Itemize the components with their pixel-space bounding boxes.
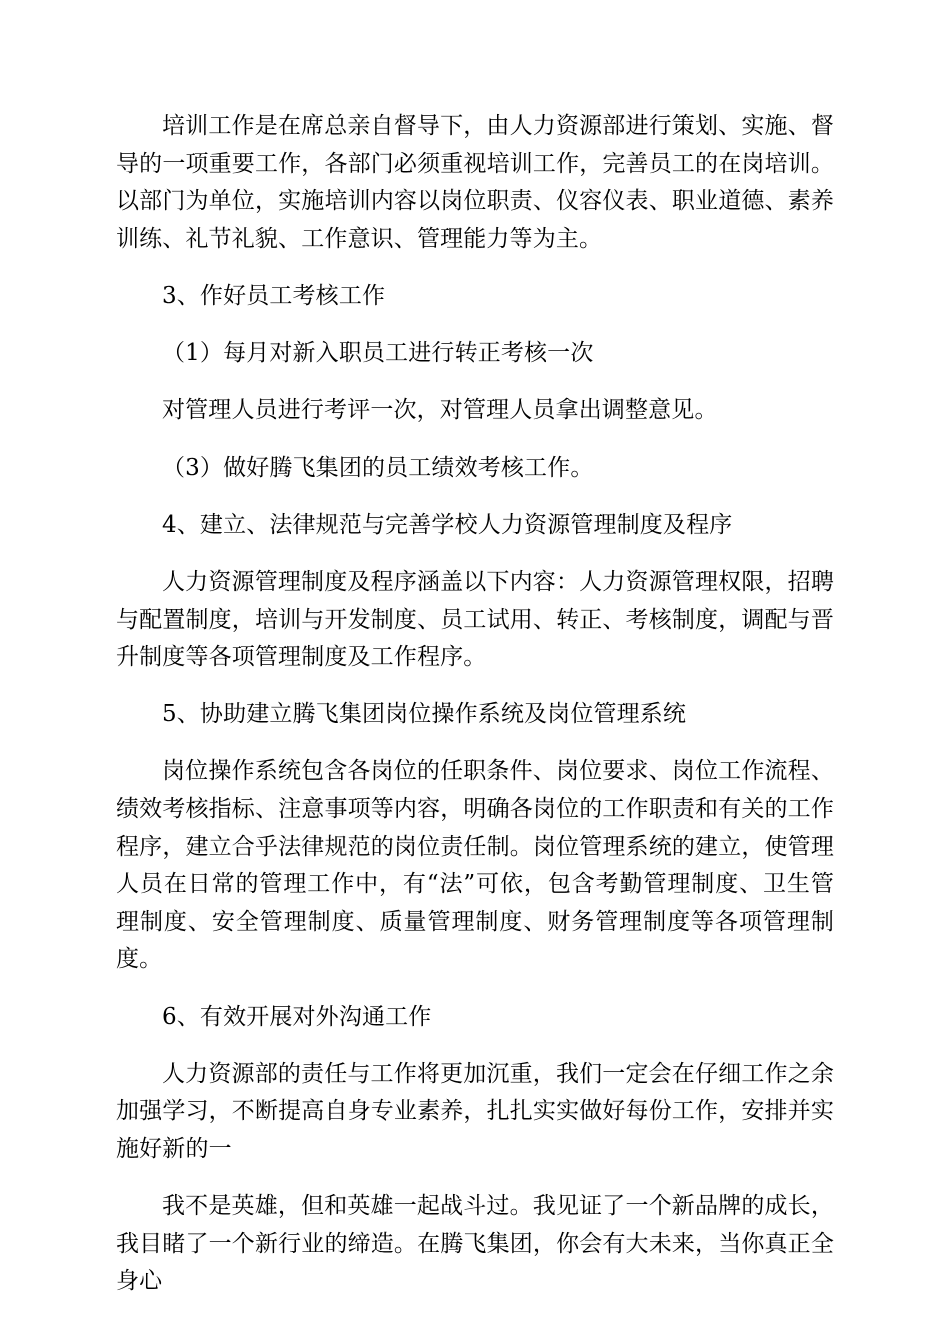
paragraph-training: 培训工作是在席总亲自督导下，由人力资源部进行策划、实施、督导的一项重要工作，各部门必须重视培训工作，完善员工的在岗培训。以部门为单位，实施培训内容以岗位职责、仪容仪表、职业道德、素养训练、礼节礼貌、工作意识、管理能力等为主。 [116, 113, 834, 252]
paragraph-position-system: 岗位操作系统包含各岗位的任职条件、岗位要求、岗位工作流程、绩效考核指标、注意事项等内容，明确各岗位的工作职责和有关的工作程序，建立合乎法律规范的岗位责任制。岗位管理系统的建立，使管理人员在日常的管理工作中，有“法”可依，包含考勤管理制度、卫生管理制度、安全管理制度、质量管理制度、财务管理制度等各项管理制度。 [116, 758, 834, 973]
heading-assessment: 3、作好员工考核工作 [162, 282, 386, 309]
paragraph-communication: 人力资源部的责任与工作将更加沉重，我们一定会在仔细工作之余加强学习，不断提高自身专业素养，扎扎实实做好每份工作，安排并实施好新的一 [116, 1060, 834, 1162]
item-performance-assessment: （3）做好腾飞集团的员工绩效考核工作。 [162, 454, 594, 481]
heading-communication: 6、有效开展对外沟通工作 [162, 1003, 432, 1030]
paragraph-hr-system: 人力资源管理制度及程序涵盖以下内容：人力资源管理权限，招聘与配置制度，培训与开发制度、员工试用、转正、考核制度，调配与晋升制度等各项管理制度及工作程序。 [116, 568, 834, 671]
item-monthly-assessment: （1）每月对新入职员工进行转正考核一次 [162, 340, 594, 367]
heading-hr-system: 4、建立、法律规范与完善学校人力资源管理制度及程序 [162, 511, 733, 538]
heading-position-system: 5、协助建立腾飞集团岗位操作系统及岗位管理系统 [162, 701, 687, 728]
paragraph-hero: 我不是英雄，但和英雄一起战斗过。我见证了一个新品牌的成长，我目睹了一个新行业的缔造。在腾飞集团，你会有大未来，当你真正全身心 [116, 1193, 834, 1295]
paragraph-manager-review: 对管理人员进行考评一次，对管理人员拿出调整意见。 [162, 397, 718, 424]
